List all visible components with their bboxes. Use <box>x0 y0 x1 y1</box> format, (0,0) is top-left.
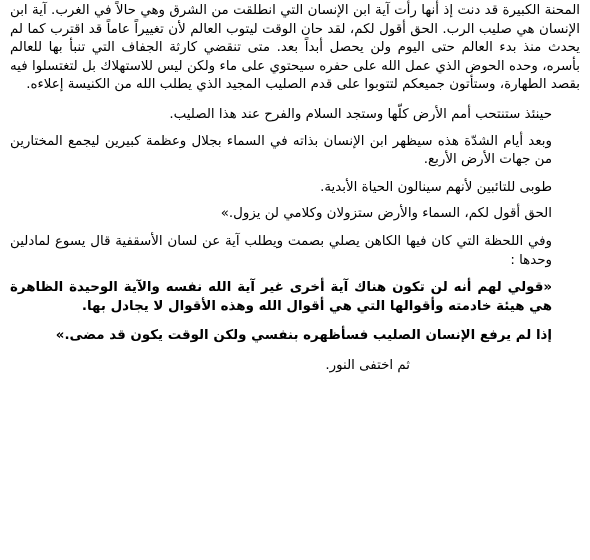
paragraph-son-of-man-appears: وبعد أيام الشدّة هذه سيظهر ابن الإنسان بذاته في السماء بجلال وعظمة كبيرين ليجمع المختارين من جهات الأرض الأربع. <box>10 133 552 168</box>
paragraph-light-vanished: ثم اختفى النور. <box>325 357 410 373</box>
paragraph-priest-prayer: وفي اللحظة التي كان فيها الكاهن يصلي بصمت ويطلب آية عن لسان الأسقفية قال يسوع لمادلين وحدها : <box>10 233 552 268</box>
paragraph-heaven-earth-pass: الحق أقول لكم، السماء والأرض ستزولان وكلامي لن يزول.» <box>220 206 552 222</box>
paragraph-nations-mourn: حينئذ ستنتحب أمم الأرض كلّها وستجد السلام والفرح عند هذا الصليب. <box>169 106 552 122</box>
paragraph-no-other-sign: «قولي لهم أنه لن تكون هناك آية أخرى غير آية الله نفسه والآية الوحيدة الظاهرة هي هيئة خادمته وأقوالها التي هي أقوال الله وهذه الأقوال لا يجادل بها. <box>10 280 552 314</box>
paragraph-raise-cross: إذا لم يرفع الإنسان الصليب فسأظهره بنفسي ولكن الوقت يكون قد مضى.» <box>55 328 552 344</box>
paragraph-blessed-repentant: طوبى للتائبين لأنهم سينالون الحياة الأبدية. <box>320 179 552 195</box>
paragraph-great-tribulation: المحنة الكبيرة قد دنت إذ أنها رأت آية ابن الإنسان التي انطلقت من الشرق وهي حالاً في الغرب. آية ابن الإنسان هي صليب الرب. الحق أقول لكم، لقد حان الوقت ليتوب العالم لأن تغييراً عاماً قد اقترب كما لم يحدث منذ بدء العالم حتى اليوم ولن يحصل أبداً بعد. متى تنقضي كارثة الجفاف التي تنبأ بها للعالم بأسره، وحده الحوض الذي عمل الله على حفره سيحتوي على ماء ولكن ليس للاستهلاك بل لتغتسلوا فيه بقصد الطهارة، وستأتون جميعكم لتتوبوا على قدم الصليب المجيد الذي يطلب الله من الكنيسة إعلاءه. <box>10 3 580 93</box>
